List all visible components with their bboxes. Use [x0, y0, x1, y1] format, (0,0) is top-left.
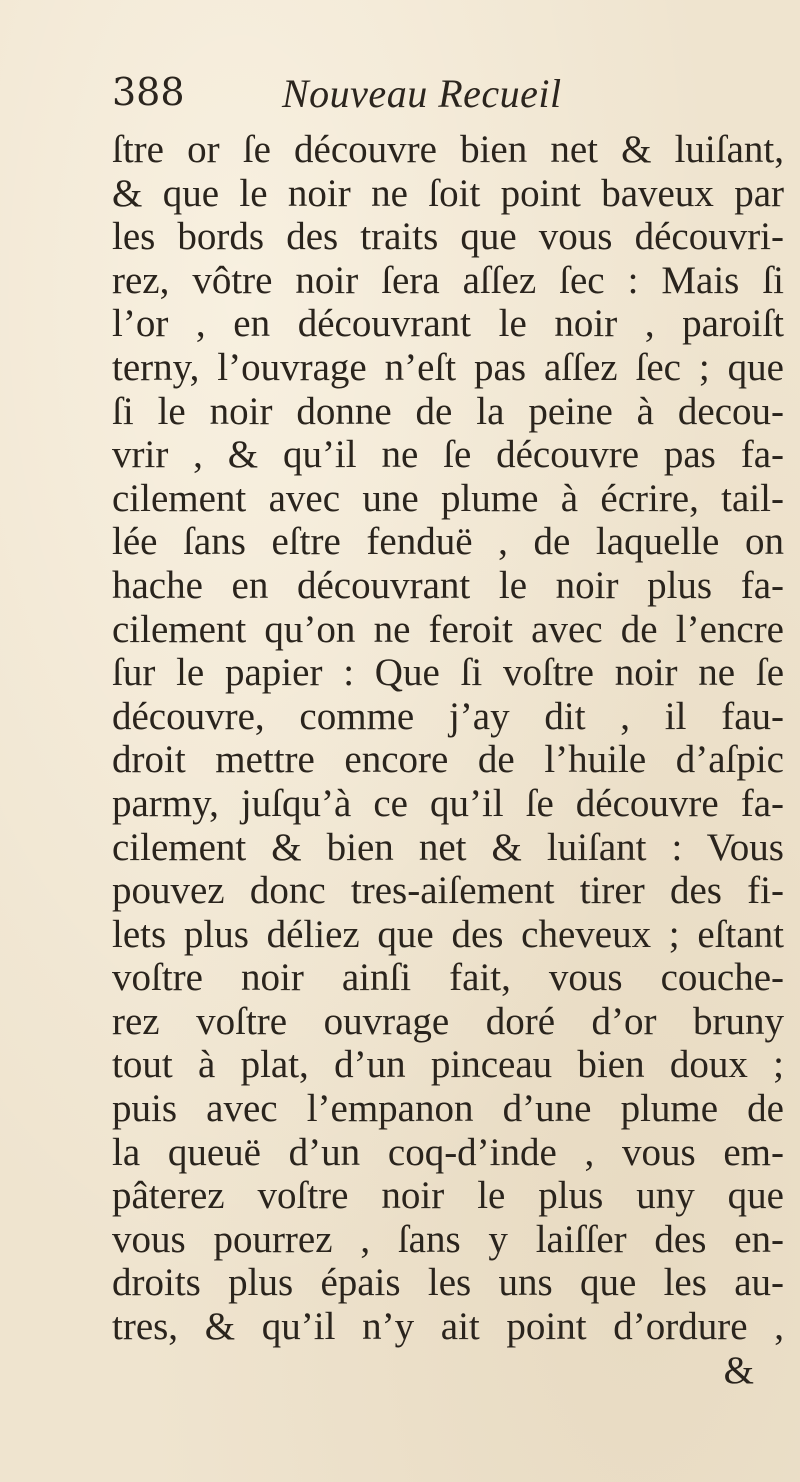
text-line: droit mettre encore de l’huile d’aſpic	[112, 738, 784, 782]
text-line: pâterez voſtre noir le plus uny que	[112, 1174, 784, 1218]
text-line: ſi le noir donne de la peine à decou-	[112, 389, 784, 433]
text-line: parmy, juſqu’à ce qu’il ſe découvre fa-	[112, 781, 784, 825]
text-line: hache en découvrant le noir plus fa-	[112, 563, 784, 607]
text-line: ſtre or ſe découvre bien net & luiſant,	[112, 128, 784, 171]
text-line: tout à plat, d’un pinceau bien doux ;	[112, 1043, 784, 1087]
text-line: l’or , en découvrant le noir , paroiſt	[112, 302, 784, 346]
text-line: rez, vôtre noir ſera aſſez ſec : Mais ſi	[112, 258, 784, 302]
text-line: tres, & qu’il n’y ait point d’ordure ,	[112, 1305, 784, 1349]
text-line: les bords des traits que vous découvri-	[112, 215, 784, 259]
page-header	[112, 70, 772, 130]
text-line: terny, l’ouvrage n’eſt pas aſſez ſec ; que	[112, 345, 784, 389]
catchword: &	[723, 1348, 754, 1392]
text-line: cilement avec une plume à écrire, tail-	[112, 476, 784, 520]
text-line: droits plus épais les uns que les au-	[112, 1261, 784, 1305]
text-line: cilement qu’on ne feroit avec de l’encre	[112, 607, 784, 651]
text-line: lets plus déliez que des cheveux ; eſtant	[112, 912, 784, 956]
body-text	[112, 128, 784, 1392]
text-line: cilement & bien net & luiſant : Vous	[112, 825, 784, 869]
text-line: & que le noir ne ſoit point baveux par	[112, 171, 784, 215]
page-number: 388	[112, 70, 185, 114]
running-head: Nouveau Recueil	[282, 71, 562, 116]
text-line: puis avec l’empanon d’une plume de	[112, 1087, 784, 1131]
text-line: vous pourrez , ſans y laiſſer des en-	[112, 1217, 784, 1261]
text-line: voſtre noir ainſi fait, vous couche-	[112, 956, 784, 1000]
text-line: lée ſans eſtre fenduë , de laquelle on	[112, 520, 784, 564]
text-line: ſur le papier : Que ſi voſtre noir ne ſe	[112, 651, 784, 695]
text-line: rez voſtre ouvrage doré d’or bruny	[112, 999, 784, 1043]
text-line: pouvez donc tres-aiſement tirer des fi-	[112, 869, 784, 913]
text-line: vrir , & qu’il ne ſe découvre pas fa-	[112, 433, 784, 477]
text-line: découvre, comme j’ay dit , il fau-	[112, 694, 784, 738]
text-line: la queuë d’un coq-d’inde , vous em-	[112, 1130, 784, 1174]
